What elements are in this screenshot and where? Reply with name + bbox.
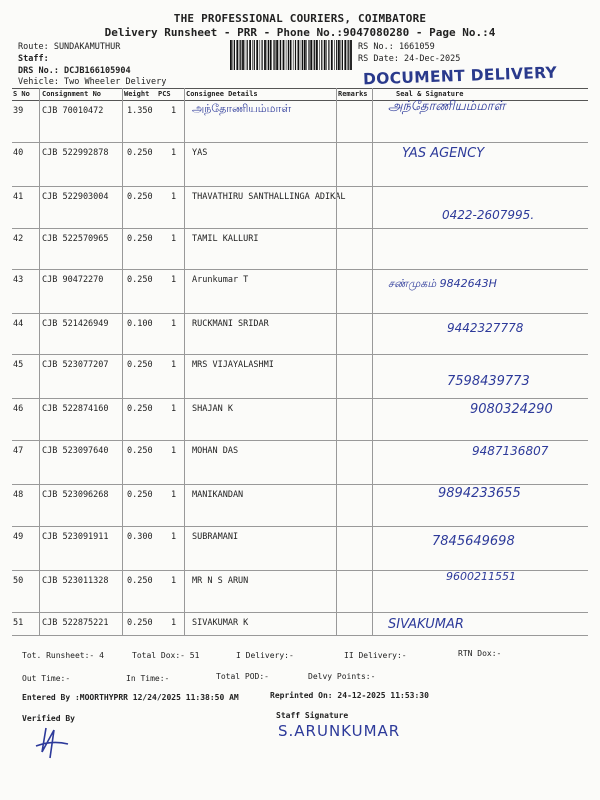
row-pcs: 1 bbox=[171, 275, 177, 285]
row-consignment: CJB 521426949 bbox=[42, 319, 109, 329]
row-sno: 51 bbox=[13, 618, 24, 628]
rs-date: RS Date: 24-Dec-2025 bbox=[358, 54, 461, 64]
table-row bbox=[12, 100, 588, 143]
row-signature: சண்முகம் 9842643H bbox=[388, 277, 497, 290]
row-weight: 0.250 bbox=[127, 576, 153, 586]
table-row bbox=[12, 398, 588, 441]
row-sno: 50 bbox=[13, 576, 24, 586]
table-row bbox=[12, 313, 588, 355]
row-consignee: அந்தோணியம்மாள் bbox=[192, 102, 292, 115]
col-consignee: Consignee Details bbox=[186, 90, 258, 98]
table-row bbox=[12, 526, 588, 571]
total-dox: Total Dox:- 51 bbox=[132, 651, 200, 660]
barcode bbox=[230, 40, 354, 70]
row-weight: 0.300 bbox=[127, 532, 153, 542]
col-pcs: PCS bbox=[158, 90, 171, 98]
row-consignment: CJB 90472270 bbox=[42, 275, 104, 285]
table-row bbox=[12, 612, 588, 636]
in-time: In Time:- bbox=[126, 674, 170, 683]
row-sno: 41 bbox=[13, 192, 24, 202]
row-pcs: 1 bbox=[171, 360, 177, 370]
row-signature: 0422-2607995. bbox=[442, 208, 535, 222]
row-sno: 45 bbox=[13, 360, 24, 370]
col-divider bbox=[122, 88, 123, 635]
row-consignee: MOHAN DAS bbox=[192, 446, 239, 456]
row-weight: 0.250 bbox=[127, 404, 153, 414]
runsheet-subtitle: Delivery Runsheet - PRR - Phone No.:9047080280 - Page No.:4 bbox=[104, 26, 496, 39]
row-consignee: TAMIL KALLURI bbox=[192, 234, 259, 244]
out-time: Out Time:- bbox=[22, 674, 71, 683]
staff: Staff: bbox=[18, 54, 49, 64]
row-consignee: MANIKANDAN bbox=[192, 490, 244, 500]
row-consignee: RUCKMANI SRIDAR bbox=[192, 319, 269, 329]
col-divider bbox=[336, 88, 337, 635]
row-consignment: CJB 70010472 bbox=[42, 106, 104, 116]
row-signature: 9442327778 bbox=[447, 321, 524, 335]
row-weight: 0.250 bbox=[127, 148, 153, 158]
table-row bbox=[12, 142, 588, 187]
row-sno: 39 bbox=[13, 106, 24, 116]
row-signature: 7845649698 bbox=[432, 534, 515, 549]
row-signature: 9487136807 bbox=[472, 444, 549, 458]
verified-by: Verified By bbox=[22, 714, 75, 723]
row-consignee: YAS bbox=[192, 148, 208, 158]
col-divider bbox=[39, 88, 40, 635]
row-pcs: 1 bbox=[171, 404, 177, 414]
row-signature: YAS AGENCY bbox=[402, 146, 485, 161]
row-sno: 44 bbox=[13, 319, 24, 329]
entered-by: Entered By :MOORTHYPRR 12/24/2025 11:38:50 AM bbox=[22, 693, 239, 702]
row-sno: 46 bbox=[13, 404, 24, 414]
row-weight: 0.250 bbox=[127, 192, 153, 202]
row-pcs: 1 bbox=[171, 192, 177, 202]
col-seal: Seal & Signature bbox=[396, 90, 464, 98]
row-signature: 7598439773 bbox=[447, 374, 530, 389]
row-consignment: CJB 523091911 bbox=[42, 532, 109, 542]
drs-no: DRS No.: DCJB166105904 bbox=[18, 66, 131, 76]
row-pcs: 1 bbox=[171, 532, 177, 542]
row-consignment: CJB 523077207 bbox=[42, 360, 109, 370]
row-consignment: CJB 522992878 bbox=[42, 148, 109, 158]
verifier-signature-scribble bbox=[32, 722, 72, 764]
col-divider bbox=[372, 88, 373, 635]
row-pcs: 1 bbox=[171, 106, 177, 116]
row-consignment: CJB 522903004 bbox=[42, 192, 109, 202]
row-consignee: MRS VIJAYALASHMI bbox=[192, 360, 274, 370]
col-weight: Weight bbox=[124, 90, 150, 98]
row-pcs: 1 bbox=[171, 234, 177, 244]
row-consignee: SUBRAMANI bbox=[192, 532, 239, 542]
row-pcs: 1 bbox=[171, 319, 177, 329]
row-consignment: CJB 522570965 bbox=[42, 234, 109, 244]
row-sno: 49 bbox=[13, 532, 24, 542]
table-row bbox=[12, 484, 588, 527]
table-row bbox=[12, 186, 588, 229]
row-weight: 0.250 bbox=[127, 234, 153, 244]
row-weight: 0.250 bbox=[127, 446, 153, 456]
rs-no: RS No.: 1661059 bbox=[358, 42, 435, 52]
row-weight: 0.100 bbox=[127, 319, 153, 329]
row-sno: 43 bbox=[13, 275, 24, 285]
table-row bbox=[12, 228, 588, 270]
row-signature: 9080324290 bbox=[470, 402, 553, 417]
row-consignee: SHAJAN K bbox=[192, 404, 233, 414]
vehicle: Vehicle: Two Wheeler Delivery bbox=[18, 77, 167, 87]
row-signature: SIVAKUMAR bbox=[388, 617, 464, 632]
row-pcs: 1 bbox=[171, 618, 177, 628]
document-delivery-stamp: DOCUMENT DELIVERY bbox=[362, 63, 558, 89]
row-consignment: CJB 523097640 bbox=[42, 446, 109, 456]
row-weight: 0.250 bbox=[127, 618, 153, 628]
row-consignment: CJB 522874160 bbox=[42, 404, 109, 414]
company-title: THE PROFESSIONAL COURIERS, COIMBATORE bbox=[173, 12, 427, 25]
table-row bbox=[12, 354, 588, 399]
row-signature: 9894233655 bbox=[438, 486, 521, 501]
row-pcs: 1 bbox=[171, 490, 177, 500]
row-consignment: CJB 523096268 bbox=[42, 490, 109, 500]
row-signature: 9600211551 bbox=[446, 570, 516, 583]
staff-signature: S.ARUNKUMAR bbox=[278, 722, 401, 740]
col-divider bbox=[184, 88, 185, 635]
row-consignee: Arunkumar T bbox=[192, 275, 249, 285]
row-pcs: 1 bbox=[171, 576, 177, 586]
total-pod: Total POD:- bbox=[216, 672, 269, 681]
row-signature: அந்தோணியம்மாள் bbox=[388, 99, 506, 114]
runsheet-table bbox=[12, 88, 588, 635]
ii-delivery: II Delivery:- bbox=[344, 651, 407, 660]
row-weight: 0.250 bbox=[127, 275, 153, 285]
row-weight: 0.250 bbox=[127, 490, 153, 500]
reprinted-on: Reprinted On: 24-12-2025 11:53:30 bbox=[270, 691, 429, 700]
row-consignee: SIVAKUMAR K bbox=[192, 618, 249, 628]
route: Route: SUNDAKAMUTHUR bbox=[18, 42, 121, 52]
row-sno: 48 bbox=[13, 490, 24, 500]
col-consignment: Consignment No bbox=[42, 90, 102, 98]
table-row bbox=[12, 440, 588, 485]
row-consignment: CJB 522875221 bbox=[42, 618, 109, 628]
row-pcs: 1 bbox=[171, 148, 177, 158]
table-row bbox=[12, 269, 588, 314]
col-remarks: Remarks bbox=[338, 90, 368, 98]
delvy-points: Delvy Points:- bbox=[308, 672, 376, 681]
row-consignment: CJB 523011328 bbox=[42, 576, 109, 586]
row-consignee: MR N S ARUN bbox=[192, 576, 249, 586]
row-sno: 47 bbox=[13, 446, 24, 456]
table-row bbox=[12, 570, 588, 613]
col-sno: S No bbox=[13, 90, 30, 98]
staff-signature-label: Staff Signature bbox=[276, 711, 349, 720]
row-weight: 0.250 bbox=[127, 360, 153, 370]
rtn-dox: RTN Dox:- bbox=[458, 649, 502, 658]
row-weight: 1.350 bbox=[127, 106, 153, 116]
row-pcs: 1 bbox=[171, 446, 177, 456]
row-sno: 40 bbox=[13, 148, 24, 158]
tot-runsheet: Tot. Runsheet:- 4 bbox=[22, 651, 104, 660]
row-consignee: THAVATHIRU SANTHALLINGA ADIKAL bbox=[192, 192, 346, 202]
row-sno: 42 bbox=[13, 234, 24, 244]
i-delivery: I Delivery:- bbox=[236, 651, 294, 660]
